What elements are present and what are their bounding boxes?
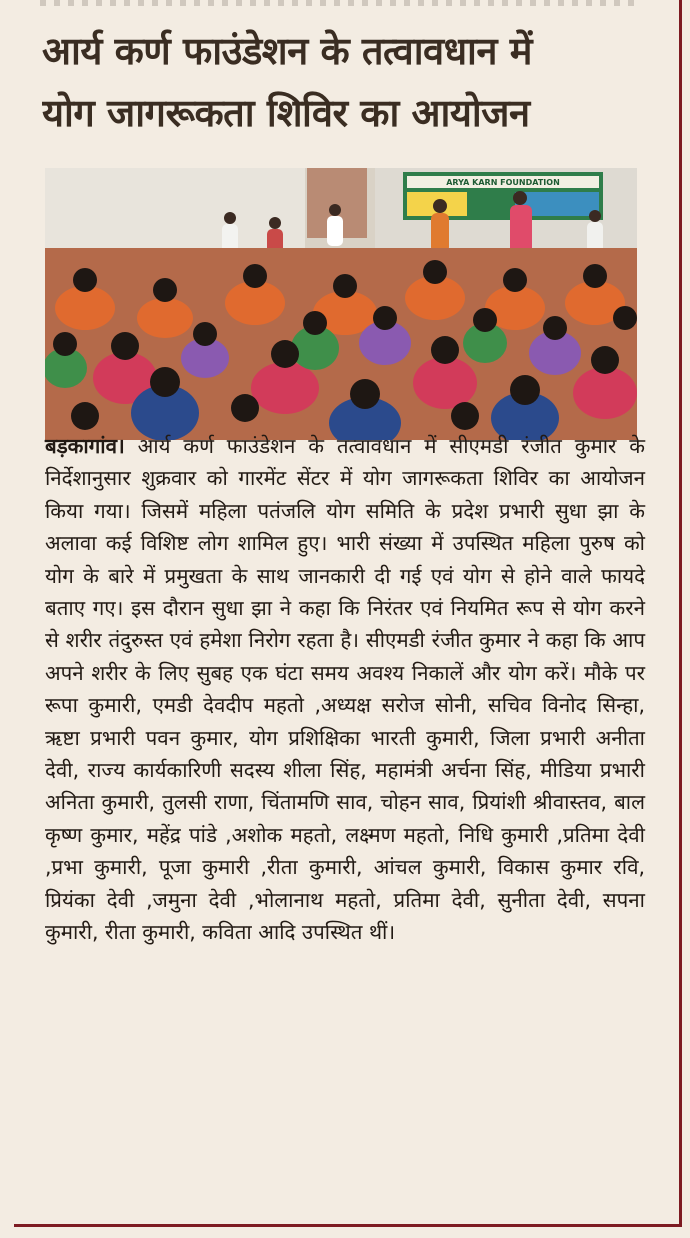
article-text: आर्य कर्ण फाउंडेशन के तत्वावधान में सीएमडी रंजीत कुमार के निर्देशानुसार शुक्रवार को गारमेंट सेंटर में योग जागरूकता शिविर का आयोजन किया गया। जिसमें महिला पतंजलि योग समिति के प्रदेश प्रभारी सुधा झा के अलावा कई विशिष्ट लोग शामिल हुए। भारी संख्या में उपस्थित महिला पुरुष को योग के बारे में प्रमुखता के साथ जानकारी दी गई एवं योग से होने वाले फायदे बताए गए। इस दौरान सुधा झा ने कहा कि निरंतर एवं नियमित रूप से योग करने से शरीर तंदुरुस्त एवं हमेशा निरोग रहता है। सीएमडी रंजीत कुमार ने कहा कि आप अपने शरीर के लिए सुबह एक घंटा समय अवश्य निकालें और योग करें। मौके पर रूपा कुमारी, एमडी देवदीप महतो ,अध्यक्ष सरोज सोनी, सचिव विनोद सिन्हा, ऋष्टा प्रभारी पवन कुमार, योग प्रशिक्षिका भारती कुमारी, जिला प्रभारी अनीता देवी, राज्य कार्यकारिणी सदस्य शीला सिंह, महामंत्री अर्चना सिंह, मीडिया प्रभारी अनिता कुमारी, तुलसी राणा, चिंतामणि साव, चोहन साव, प्रियांशी श्रीवास्तव, बाल कृष्ण कुमार, महेंद्र पांडे ,अशोक महतो, लक्ष्मण महतो, निधि कुमारी ,प्रतिमा देवी ,प्रभा कुमारी, पूजा कुमारी ,रीता कुमारी, आंचल कुमारी, विकास कुमार रवि, प्रियंका देवी ,जमुना देवी ,भोलानाथ महतो, प्रतिमा देवी, सुनीता देवी, सपना कुमारी, रीता कुमारी, कविता आदि उपस्थित थीं।	[45, 434, 645, 945]
dateline: बड़कागांव।	[45, 434, 125, 458]
headline-line-1: आर्य कर्ण फाउंडेशन के तत्वावधान में	[42, 29, 532, 73]
news-photo	[45, 168, 637, 440]
right-border-rule	[679, 0, 682, 1225]
seated-crowd	[45, 248, 637, 440]
torn-top-edge	[40, 0, 640, 6]
bottom-border-rule	[14, 1224, 682, 1227]
stage-banner	[403, 172, 603, 220]
headline-line-2: योग जागरूकता शिविर का आयोजन	[42, 91, 530, 135]
article-body	[45, 430, 645, 949]
banner-text: ARYA KARN FOUNDATION	[446, 178, 560, 187]
yoga-camp-photo	[45, 168, 637, 440]
headline	[42, 20, 652, 144]
